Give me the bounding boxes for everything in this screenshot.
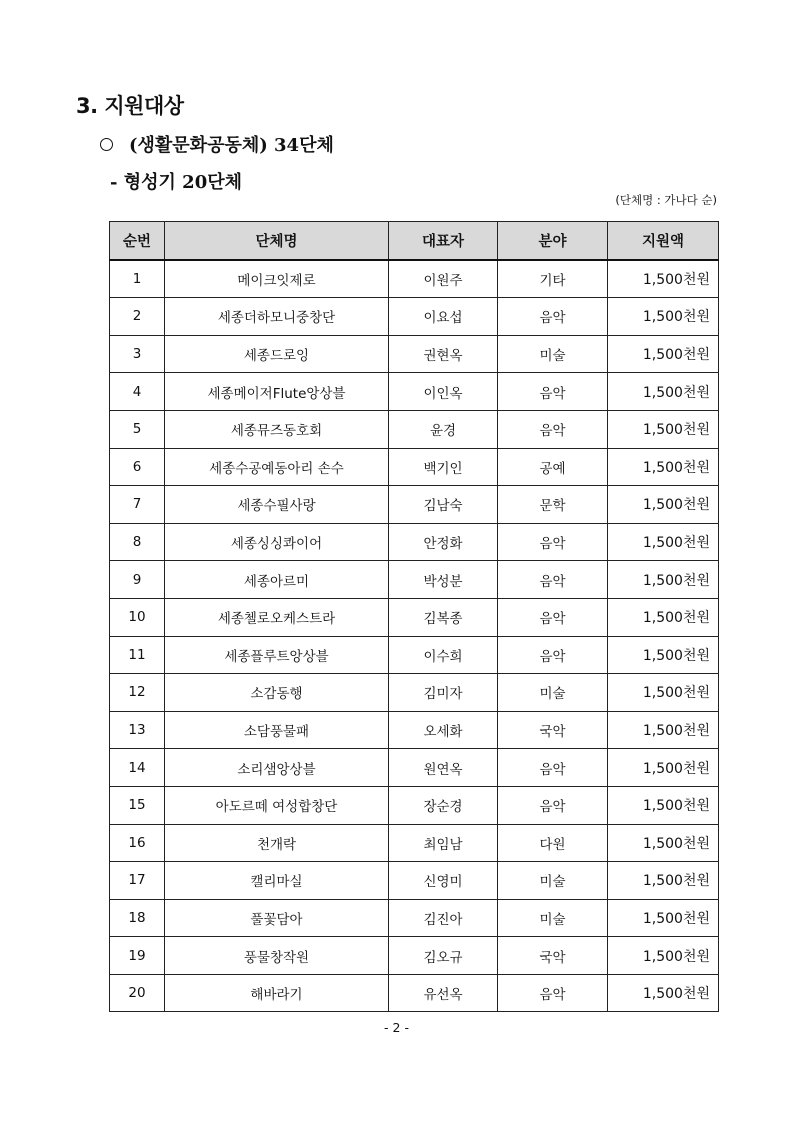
cell-rep: 김진아 (389, 899, 498, 937)
cell-name: 세종수공예동아리 손수 (165, 448, 389, 486)
table-row (110, 486, 719, 524)
cell-rep: 백기인 (389, 448, 498, 486)
cell-rep: 원연옥 (389, 749, 498, 787)
cell-rep: 유선옥 (389, 974, 498, 1012)
table-row (110, 561, 719, 599)
subheading-stage: - 형성기 20단체 (110, 172, 242, 193)
table-row (110, 335, 719, 373)
cell-rep: 이수희 (389, 636, 498, 674)
page-number: - 2 - (384, 1020, 409, 1035)
cell-name: 세종드로잉 (165, 335, 389, 373)
sort-note: (단체명 : 가나다 순) (615, 193, 717, 207)
cell-field: 국악 (498, 937, 608, 975)
table-header-row (110, 222, 719, 260)
header-amount: 지원액 (608, 222, 719, 260)
cell-field: 음악 (498, 410, 608, 448)
cell-field: 공예 (498, 448, 608, 486)
cell-no: 14 (110, 749, 165, 787)
cell-field: 음악 (498, 749, 608, 787)
cell-name: 소담풍물패 (165, 711, 389, 749)
cell-field: 음악 (498, 974, 608, 1012)
cell-field: 음악 (498, 561, 608, 599)
cell-name: 풀꽃담아 (165, 899, 389, 937)
subheading (100, 131, 334, 157)
cell-rep: 신영미 (389, 862, 498, 900)
cell-field: 음악 (498, 598, 608, 636)
header-no: 순번 (110, 222, 165, 260)
cell-amount: 1,500천원 (608, 974, 719, 1012)
subheading-text: (생활문화공동체) 34단체 (129, 135, 334, 156)
cell-no: 9 (110, 561, 165, 599)
cell-amount: 1,500천원 (608, 786, 719, 824)
header-name: 단체명 (165, 222, 389, 260)
cell-name: 세종싱싱콰이어 (165, 523, 389, 561)
circle-bullet-icon (100, 138, 113, 151)
cell-amount: 1,500천원 (608, 335, 719, 373)
cell-name: 세종아르미 (165, 561, 389, 599)
cell-amount: 1,500천원 (608, 824, 719, 862)
cell-rep: 오세화 (389, 711, 498, 749)
cell-no: 13 (110, 711, 165, 749)
cell-no: 6 (110, 448, 165, 486)
cell-amount: 1,500천원 (608, 373, 719, 411)
cell-rep: 이원주 (389, 260, 498, 298)
table-row (110, 298, 719, 336)
cell-name: 소리샘앙상블 (165, 749, 389, 787)
cell-field: 음악 (498, 373, 608, 411)
cell-name: 세종메이저Flute앙상블 (165, 373, 389, 411)
cell-name: 아도르떼 여성합창단 (165, 786, 389, 824)
cell-no: 12 (110, 674, 165, 712)
table-row (110, 636, 719, 674)
table-row (110, 937, 719, 975)
table-row (110, 786, 719, 824)
cell-amount: 1,500천원 (608, 598, 719, 636)
cell-field: 다원 (498, 824, 608, 862)
cell-amount: 1,500천원 (608, 749, 719, 787)
cell-amount: 1,500천원 (608, 486, 719, 524)
header-field: 분야 (498, 222, 608, 260)
table-row (110, 974, 719, 1012)
table-row (110, 674, 719, 712)
cell-no: 19 (110, 937, 165, 975)
cell-name: 세종첼로오케스트라 (165, 598, 389, 636)
cell-name: 소감동행 (165, 674, 389, 712)
cell-field: 미술 (498, 862, 608, 900)
cell-name: 천개락 (165, 824, 389, 862)
cell-no: 8 (110, 523, 165, 561)
cell-no: 5 (110, 410, 165, 448)
table-row (110, 862, 719, 900)
cell-amount: 1,500천원 (608, 711, 719, 749)
cell-name: 세종더하모니중창단 (165, 298, 389, 336)
cell-amount: 1,500천원 (608, 410, 719, 448)
cell-no: 20 (110, 974, 165, 1012)
cell-no: 11 (110, 636, 165, 674)
cell-field: 미술 (498, 335, 608, 373)
cell-field: 음악 (498, 298, 608, 336)
table-row (110, 373, 719, 411)
cell-no: 15 (110, 786, 165, 824)
cell-amount: 1,500천원 (608, 298, 719, 336)
cell-rep: 권현옥 (389, 335, 498, 373)
cell-name: 캘리마실 (165, 862, 389, 900)
cell-amount: 1,500천원 (608, 561, 719, 599)
cell-no: 10 (110, 598, 165, 636)
cell-rep: 장순경 (389, 786, 498, 824)
cell-name: 세종수필사랑 (165, 486, 389, 524)
cell-name: 풍물창작원 (165, 937, 389, 975)
table-row (110, 260, 719, 298)
cell-field: 미술 (498, 674, 608, 712)
cell-no: 2 (110, 298, 165, 336)
cell-amount: 1,500천원 (608, 937, 719, 975)
support-table (109, 221, 719, 1012)
cell-rep: 김미자 (389, 674, 498, 712)
cell-rep: 최임남 (389, 824, 498, 862)
cell-name: 해바라기 (165, 974, 389, 1012)
cell-field: 문학 (498, 486, 608, 524)
cell-field: 음악 (498, 523, 608, 561)
cell-name: 세종뮤즈동호회 (165, 410, 389, 448)
cell-rep: 안정화 (389, 523, 498, 561)
table-row (110, 448, 719, 486)
table-row (110, 899, 719, 937)
cell-no: 18 (110, 899, 165, 937)
cell-amount: 1,500천원 (608, 674, 719, 712)
cell-no: 3 (110, 335, 165, 373)
table-row (110, 410, 719, 448)
cell-rep: 김오규 (389, 937, 498, 975)
cell-amount: 1,500천원 (608, 899, 719, 937)
cell-name: 세종플루트앙상블 (165, 636, 389, 674)
cell-amount: 1,500천원 (608, 260, 719, 298)
cell-rep: 윤경 (389, 410, 498, 448)
cell-rep: 이요섭 (389, 298, 498, 336)
cell-field: 미술 (498, 899, 608, 937)
table-row (110, 824, 719, 862)
cell-field: 음악 (498, 636, 608, 674)
cell-rep: 이인옥 (389, 373, 498, 411)
cell-field: 음악 (498, 786, 608, 824)
cell-no: 1 (110, 260, 165, 298)
cell-rep: 김남숙 (389, 486, 498, 524)
cell-no: 7 (110, 486, 165, 524)
cell-field: 국악 (498, 711, 608, 749)
cell-no: 16 (110, 824, 165, 862)
cell-amount: 1,500천원 (608, 636, 719, 674)
table-row (110, 523, 719, 561)
cell-rep: 박성분 (389, 561, 498, 599)
cell-amount: 1,500천원 (608, 523, 719, 561)
table-row (110, 749, 719, 787)
cell-amount: 1,500천원 (608, 448, 719, 486)
cell-field: 기타 (498, 260, 608, 298)
cell-amount: 1,500천원 (608, 862, 719, 900)
cell-name: 메이크잇제로 (165, 260, 389, 298)
table-row (110, 598, 719, 636)
table-row (110, 711, 719, 749)
cell-no: 4 (110, 373, 165, 411)
cell-no: 17 (110, 862, 165, 900)
header-rep: 대표자 (389, 222, 498, 260)
section-heading: 3. 지원대상 (76, 94, 184, 118)
cell-rep: 김복종 (389, 598, 498, 636)
